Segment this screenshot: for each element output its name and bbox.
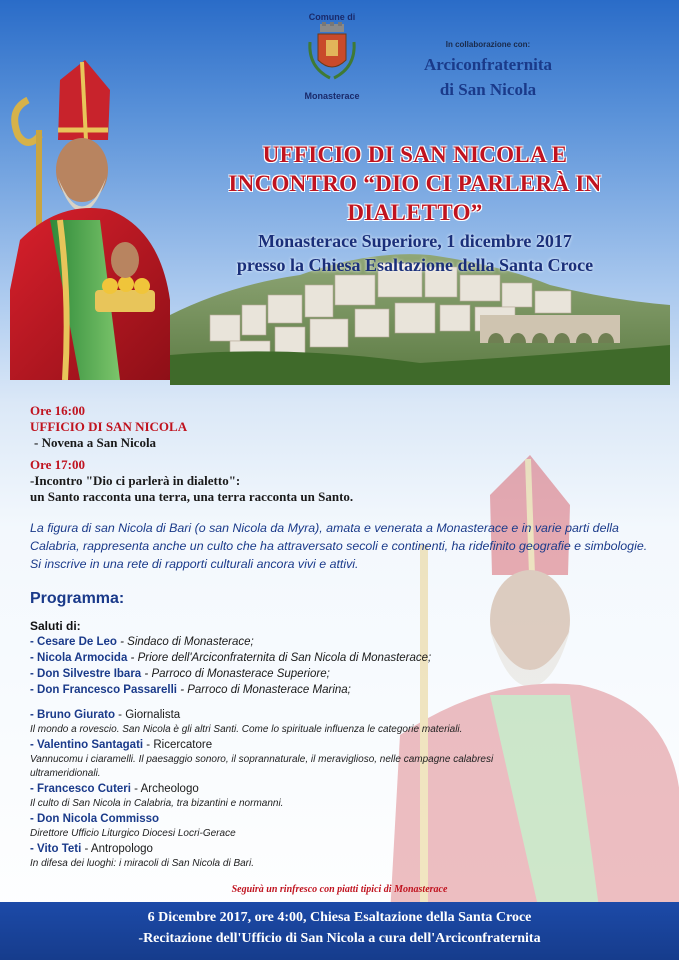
saluti-name: - Nicola Armocida (30, 652, 128, 664)
speaker-talk: In difesa dei luoghi: i miracoli di San Nicola di Bari. (30, 858, 254, 869)
list-item (30, 650, 590, 666)
saluti-name: - Don Francesco Passarelli (30, 684, 178, 696)
town-label: Monasterace (304, 91, 360, 101)
title-line2: INCONTRO “DIO CI PARLERÀ IN DIALETTO” (228, 171, 602, 225)
speaker-row (30, 781, 590, 797)
event-incontro-tagline: un Santo racconta una terra, una terra racconta un Santo. (30, 489, 354, 504)
speaker-talk: Vannucomu i ciaramelli. Il paesaggio sonoro, il soprannaturale, il meraviglioso, nelle campagne calabresi ultrameridionali. (30, 754, 494, 779)
saluti-role: - Parroco di Monasterace Marina; (177, 684, 351, 696)
org-name-line2: di San Nicola (439, 80, 537, 99)
saluti-list (30, 618, 590, 698)
speaker-row (30, 841, 590, 857)
speaker-name: - Vito Teti (30, 843, 82, 855)
subtitle-location: presso la Chiesa Esaltazione della Santa Croce (236, 255, 594, 275)
coat-of-arms-icon (306, 22, 358, 84)
speaker-role: - Giornalista (114, 709, 181, 721)
collab-label: In collaborazione con: (445, 40, 531, 49)
list-item (30, 634, 590, 650)
speaker-talk: Il culto di San Nicola in Calabria, tra bizantini e normanni. (30, 798, 284, 809)
event-incontro: -Incontro "Dio ci parlerà in dialetto": (30, 473, 241, 488)
subtitle-date: Monasterace Superiore, 1 dicembre 2017 (258, 231, 572, 251)
speaker-name: - Valentino Santagati (30, 739, 144, 751)
saluti-name: - Don Silvestre Ibara (30, 668, 142, 680)
title-block (160, 140, 670, 277)
saint-nicholas-statue-image (0, 60, 175, 380)
footer-line2: -Recitazione dell'Ufficio di San Nicola a cura dell'Arciconfraternita (138, 931, 541, 946)
list-item (30, 666, 590, 682)
speaker-role: - Ricercatore (143, 739, 213, 751)
speaker-row (30, 707, 590, 723)
saluti-name: - Cesare De Leo (30, 636, 117, 648)
collaboration-block (418, 40, 558, 99)
saluti-role: - Sindaco di Monasterace; (116, 636, 254, 648)
saluti-role: - Parroco di Monasterace Superiore; (141, 668, 330, 680)
comune-label: Comune di (308, 12, 356, 22)
speaker-row (30, 811, 590, 827)
speaker-role: - Archeologo (130, 783, 199, 795)
schedule (30, 403, 450, 505)
time-1700: Ore 17:00 (30, 457, 85, 472)
speaker-role: - Antropologo (81, 843, 153, 855)
saluti-heading: Saluti di: (30, 619, 81, 633)
org-name-line1: Arciconfraternita (423, 55, 553, 74)
footer-banner (0, 902, 679, 960)
refreshment-note: Seguirà un rinfresco con piatti tipici di Monasterace (231, 884, 448, 895)
comune-crest (302, 12, 362, 104)
saluti-role: - Priore dell'Arciconfraternita di San Nicola di Monasterace; (127, 652, 432, 664)
event-ufficio: UFFICIO DI SAN NICOLA (30, 419, 188, 434)
speaker-name: - Don Nicola Commisso (30, 813, 160, 825)
speaker-name: - Bruno Giurato (30, 709, 115, 721)
speakers-list (30, 707, 590, 871)
footer-line1: 6 Dicembre 2017, ore 4:00, Chiesa Esaltazione della Santa Croce (147, 910, 532, 925)
description-paragraph: La figura di san Nicola di Bari (o san Nicola da Myra), amata e venerata a Monasterace e in varie parti della Calabria, rappresenta anche un culto che ha attraversato secoli e continenti, ha ridefinito geografie e simbologie. Si inscrive in una rete di rapporti culturali ancora vivi e attivi. (30, 521, 648, 571)
speaker-name: - Francesco Cuteri (30, 783, 131, 795)
programma-heading: Programma: (30, 590, 125, 607)
speaker-row (30, 737, 590, 753)
speaker-talk: Direttore Ufficio Liturgico Diocesi Locri-Gerace (30, 828, 236, 839)
time-1600: Ore 16:00 (30, 403, 85, 418)
speaker-talk: Il mondo a rovescio. San Nicola è gli altri Santi. Come lo spirituale influenza le categorie materiali. (30, 724, 463, 735)
event-novena: - Novena a San Nicola (34, 435, 157, 450)
list-item (30, 682, 590, 698)
title-line1: UFFICIO DI SAN NICOLA E (262, 142, 568, 167)
